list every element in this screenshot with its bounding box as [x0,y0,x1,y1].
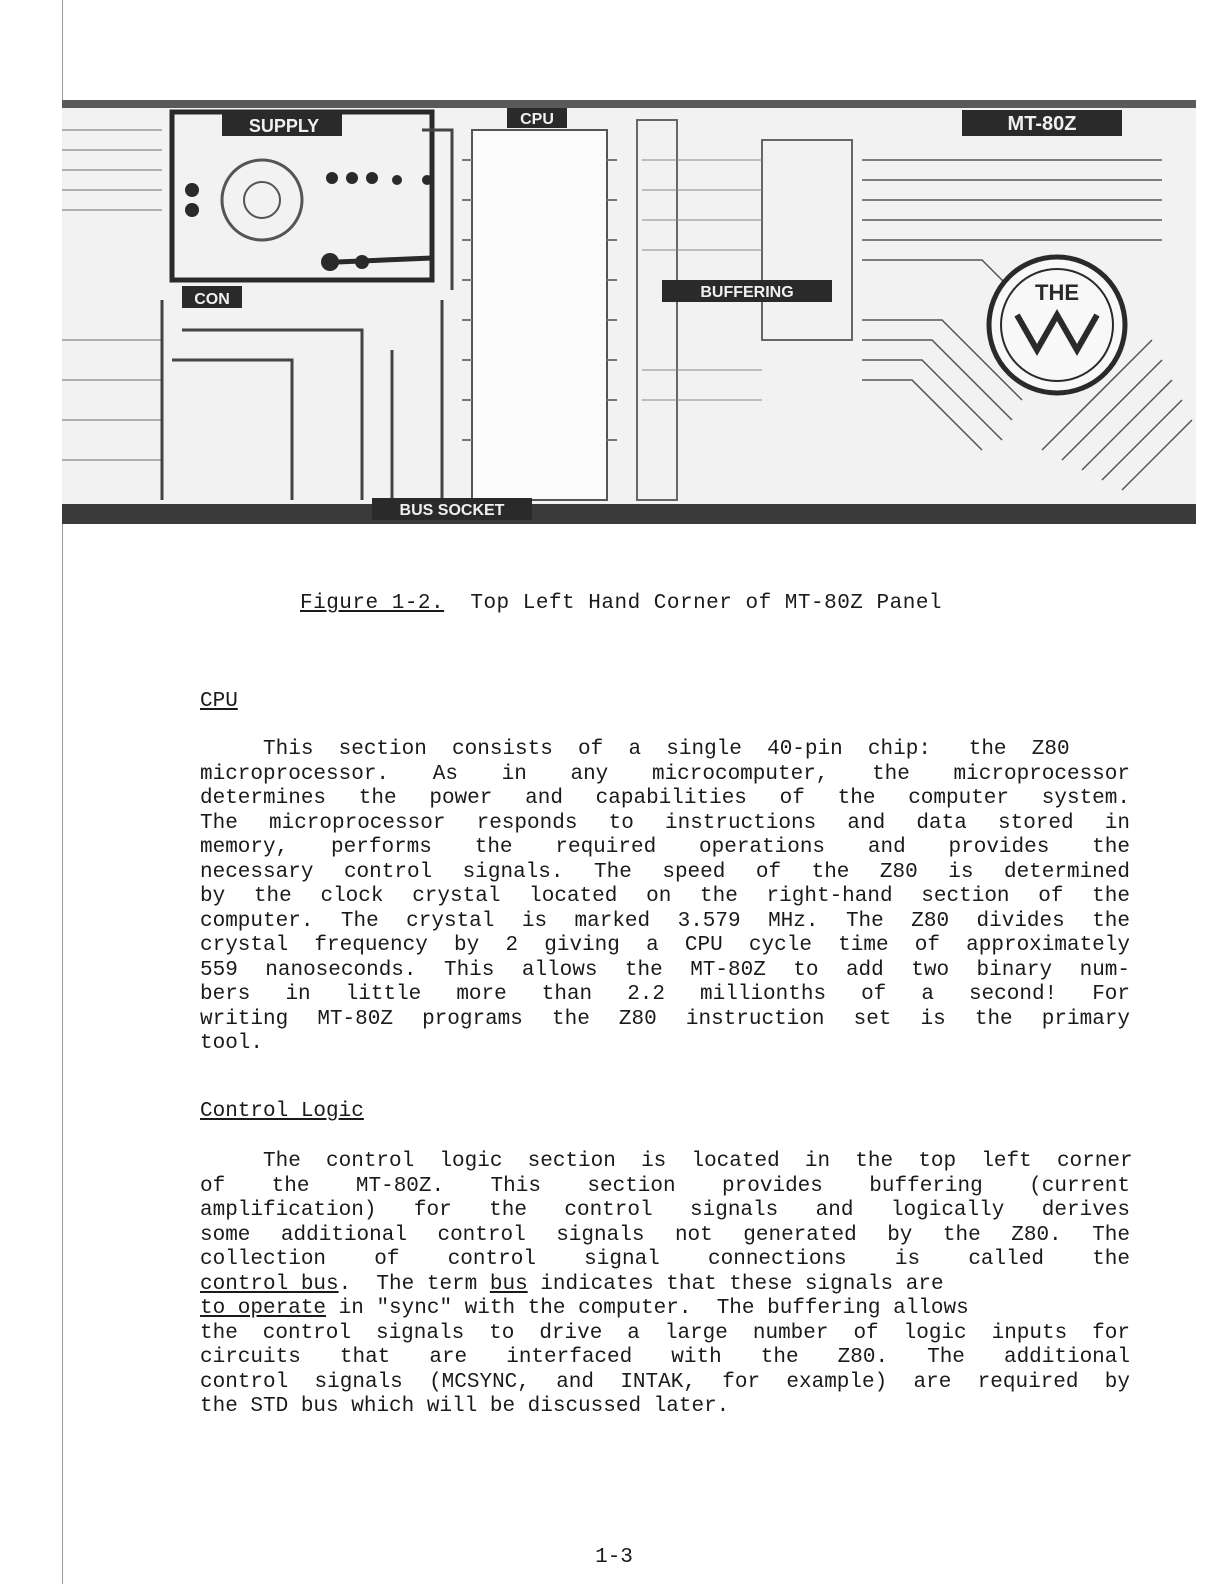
text-line [200,1297,1130,1322]
mt80z-label: MT-80Z [1007,113,1077,135]
to-operate-term: to operate [200,1297,327,1320]
text-line: collection of control signal connections is called the [200,1248,1130,1271]
bus-socket-label: BUS SOCKET [399,502,505,519]
text-line: crystal frequency by 2 giving a CPU cycle time of approximately [200,934,1130,957]
cpu-label: CPU [520,111,554,128]
text-line: bers in little more than 2.2 millionths of a second! For [200,983,1130,1006]
text-line: circuits that are interfaced with the Z80. The additional [200,1346,1130,1369]
text-line: of the MT-80Z. This section provides buffering (current [200,1174,1130,1198]
text-line: This section consists of a single 40-pin chip: the Z80 [200,738,1070,761]
text-line: The microprocessor responds to instructions and data stored in [200,811,1130,835]
text-line: memory, performs the required operations and provides the [200,836,1130,859]
control-logic-paragraph [200,1150,1133,1420]
cpu-paragraph [200,738,1130,1057]
text-fragment: . The term [338,1272,490,1296]
page-number: 1-3 [595,1546,633,1569]
text-line: The control logic section is located in the top left corner [200,1150,1133,1173]
control-logic-heading: Control Logic [200,1100,364,1123]
text-fragment: indicates that these signals are [527,1272,944,1296]
text-line: writing MT-80Z programs the Z80 instruction set is the primary [200,1007,1130,1031]
control-label: CON [194,291,230,308]
text-line: computer. The crystal is marked 3.579 MHz. The Z80 divides the [200,909,1130,933]
text-fragment: in "sync" with the computer. The buffering allows [326,1297,969,1320]
text-line: the STD bus which will be discussed later. [200,1395,730,1418]
text-line: microprocessor. As in any microcomputer, the microprocessor [200,762,1130,786]
text-line: amplification) for the control signals and logically derives [200,1199,1130,1222]
text-line: some additional control signals not generated by the Z80. The [200,1223,1130,1247]
text-line [200,1273,1130,1298]
figure-caption-label: Figure 1-2. [300,592,445,615]
text-line: necessary control signals. The speed of the Z80 is determined [200,860,1130,884]
control-bus-term: control bus [200,1272,339,1296]
buffering-label: BUFFERING [700,284,794,301]
text-line: determines the power and capabilities of the computer system. [200,787,1130,810]
bus-term: bus [489,1272,528,1296]
figure-caption-text: Top Left Hand Corner of MT-80Z Panel [470,592,943,615]
figure-caption [300,592,942,615]
circuit-board-photo [62,100,1196,524]
logo-label: THE [1035,280,1079,305]
text-line: 559 nanoseconds. This allows the MT-80Z to add two binary num- [200,958,1130,982]
text-line: the control signals to drive a large number of logic inputs for [200,1321,1130,1345]
supply-label: SUPPLY [248,116,320,136]
cpu-heading: CPU [200,690,238,713]
text-line: tool. [200,1032,264,1055]
text-line: control signals (MCSYNC, and INTAK, for example) are required by [200,1370,1130,1394]
text-line: by the clock crystal located on the right-hand section of the [200,885,1130,908]
